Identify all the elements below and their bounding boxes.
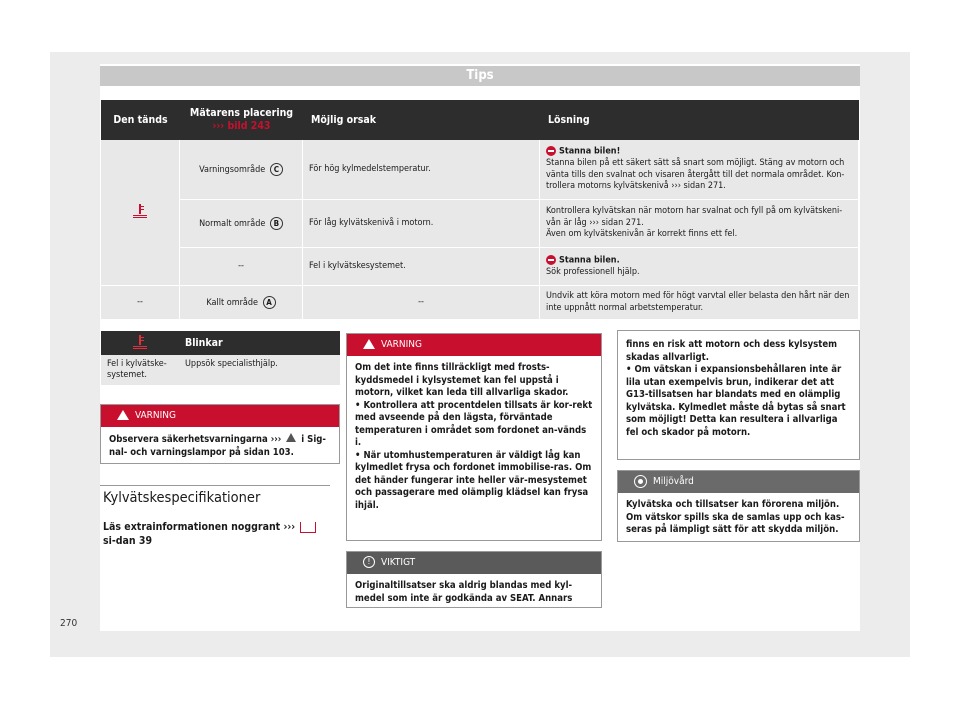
environment-box <box>617 470 860 542</box>
coolant-warning-icon <box>133 335 147 349</box>
solution-head: Stanna bilen. <box>559 255 620 266</box>
blink-cause: Fel i kylvätske-systemet. <box>101 355 179 385</box>
col-header-cause: Möjlig orsak <box>303 100 540 140</box>
warning-header: VARNING <box>347 334 601 356</box>
warning-box-1 <box>100 404 340 464</box>
marker-a: A <box>263 296 276 309</box>
area-label: Varningsområde <box>199 164 266 175</box>
blink-lamp-header <box>101 331 179 355</box>
marker-c: C <box>270 163 283 176</box>
cause-cell: -- <box>303 286 540 320</box>
notice-box <box>346 551 602 608</box>
book-icon <box>300 522 316 533</box>
lamp-cell: -- <box>101 286 180 320</box>
notice-header: ! VIKTIGT <box>347 552 601 574</box>
col-header-placement: Mätarens placering ››› bild 243 <box>180 100 303 140</box>
col-header-lamp: Den tänds <box>101 100 180 140</box>
cause-cell: Fel i kylvätskesystemet. <box>303 248 540 286</box>
continued-text: finns en risk att motorn och dess kylsystem skadas allvarligt. • Om vätskan i expansionsbehållaren inte är lila utan exempelvis brun, indikerar det att G13-tillsatsen har blandats med en olämplig kylvätska. Kylmedlet måste då bytas så snart som möjligt! Detta kan resultera i allvarliga fel och skador på motorn. <box>618 331 859 445</box>
area-label: Kallt område <box>206 297 259 308</box>
read-more-text: Läs extrainformationen noggrant ››› si-dan 39 <box>103 520 333 548</box>
warning-box-2 <box>346 333 602 541</box>
coolant-warning-icon <box>133 204 147 218</box>
tips-header: Tips <box>100 66 860 86</box>
continued-warning-box <box>617 330 860 460</box>
stop-icon <box>546 255 556 265</box>
info-icon: ! <box>363 556 375 568</box>
table-row <box>101 200 859 248</box>
blink-action: Uppsök specialisthjälp. <box>179 355 340 385</box>
warning-bullet: • Om vätskan i expansionsbehållaren inte är lila utan exempelvis brun, indikerar det att G13-tillsatsen har blandats med en olämplig kylvätska. Kylmedlet måste då bytas så snart som möjligt! Detta kan resultera i allvarliga fel och skador på motorn. <box>626 364 851 439</box>
solution-body: Sök professionell hjälp. <box>546 266 640 277</box>
warning-icon <box>363 339 375 349</box>
solution-body: Undvik att köra motorn med för högt varvtal eller belasta den hårt när den inte uppnått normal arbetstemperatur. <box>540 286 859 320</box>
page-number: 270 <box>60 618 78 629</box>
solution-head: Stanna bilen! <box>559 146 621 157</box>
notice-text: Originaltillsatser ska aldrig blandas med kyl-medel som inte är godkända av SEAT. Annars <box>355 580 573 604</box>
col-header-solution: Lösning <box>540 100 859 140</box>
warning-text: Om det inte finns tillräckligt med frosts-kyddsmedel i kylsystemet kan fel uppstå i motorn, vilket kan leda till allvarliga skador. • Kontrollera att procentdelen tillsats är kor-rekt med avseende på den lägsta, förväntade temperaturen i området som fordonet an-vänds i. • När utomhustemperaturen är väldigt låg kan kylmedlet frysa och fordonet immobilise-ras. Om det händer fungerar inte heller vär-mesystemet och passagerare med olämplig klädsel kan frysa ihjäl. <box>347 356 601 518</box>
lamp-cell <box>101 140 180 286</box>
coolant-indicator-table <box>101 100 859 320</box>
environment-icon <box>634 475 647 488</box>
section-heading: Kylvätskespecifikationer <box>103 490 261 506</box>
warning-icon <box>117 410 129 420</box>
environment-text: Kylvätska och tillsatser kan förorena miljön. Om vätskor spills ska de samlas upp och kas-seras på lämpligt sätt för att skydda miljön. <box>626 499 845 535</box>
environment-header: Miljövård <box>618 471 859 493</box>
warning-bullet: • När utomhustemperaturen är väldigt låg kan kylmedlet frysa och fordonet immobilise-ras. Om det händer fungerar inte heller vär-mesystemet och passagerare med olämplig klädsel kan frysa ihjäl. <box>355 450 593 513</box>
area-label: Normalt område <box>199 218 266 229</box>
figure-ref: ››› bild 243 <box>212 120 271 132</box>
solution-body: Stanna bilen på ett säkert sätt så snart som möjligt. Stäng av motorn och vänta tills den svalnat och visaren återgått till det normala området. Kon-trollera motorns kylvätskenivå ››› sidan 271. <box>546 158 845 192</box>
stop-icon <box>546 146 556 156</box>
cause-cell: För låg kylvätskenivå i motorn. <box>303 200 540 248</box>
warning-icon <box>286 433 296 442</box>
table-row <box>101 286 859 320</box>
area-label: -- <box>180 248 303 286</box>
section-rule <box>100 485 330 486</box>
table-row <box>101 140 859 200</box>
marker-b: B <box>270 217 283 230</box>
blink-table <box>101 331 340 385</box>
warning-text: Observera säkerhetsvarningarna ››› i Sig-nal- och varningslampor på sidan 103. <box>109 434 326 458</box>
warning-header: VARNING <box>101 405 339 427</box>
cause-cell: För hög kylmedelstemperatur. <box>303 140 540 200</box>
solution-body: Kontrollera kylvätskan när motorn har svalnat och fyll på om kylvätskeni-vån är låg ››› sidan 271. Även om kylvätskenivån är korrekt finns ett fel. <box>540 200 859 248</box>
blink-header: Blinkar <box>179 331 340 355</box>
table-row <box>101 248 859 286</box>
warning-bullet: • Kontrollera att procentdelen tillsats är kor-rekt med avseende på den lägsta, förväntade temperaturen i området som fordonet an-vänds i. <box>355 400 593 450</box>
